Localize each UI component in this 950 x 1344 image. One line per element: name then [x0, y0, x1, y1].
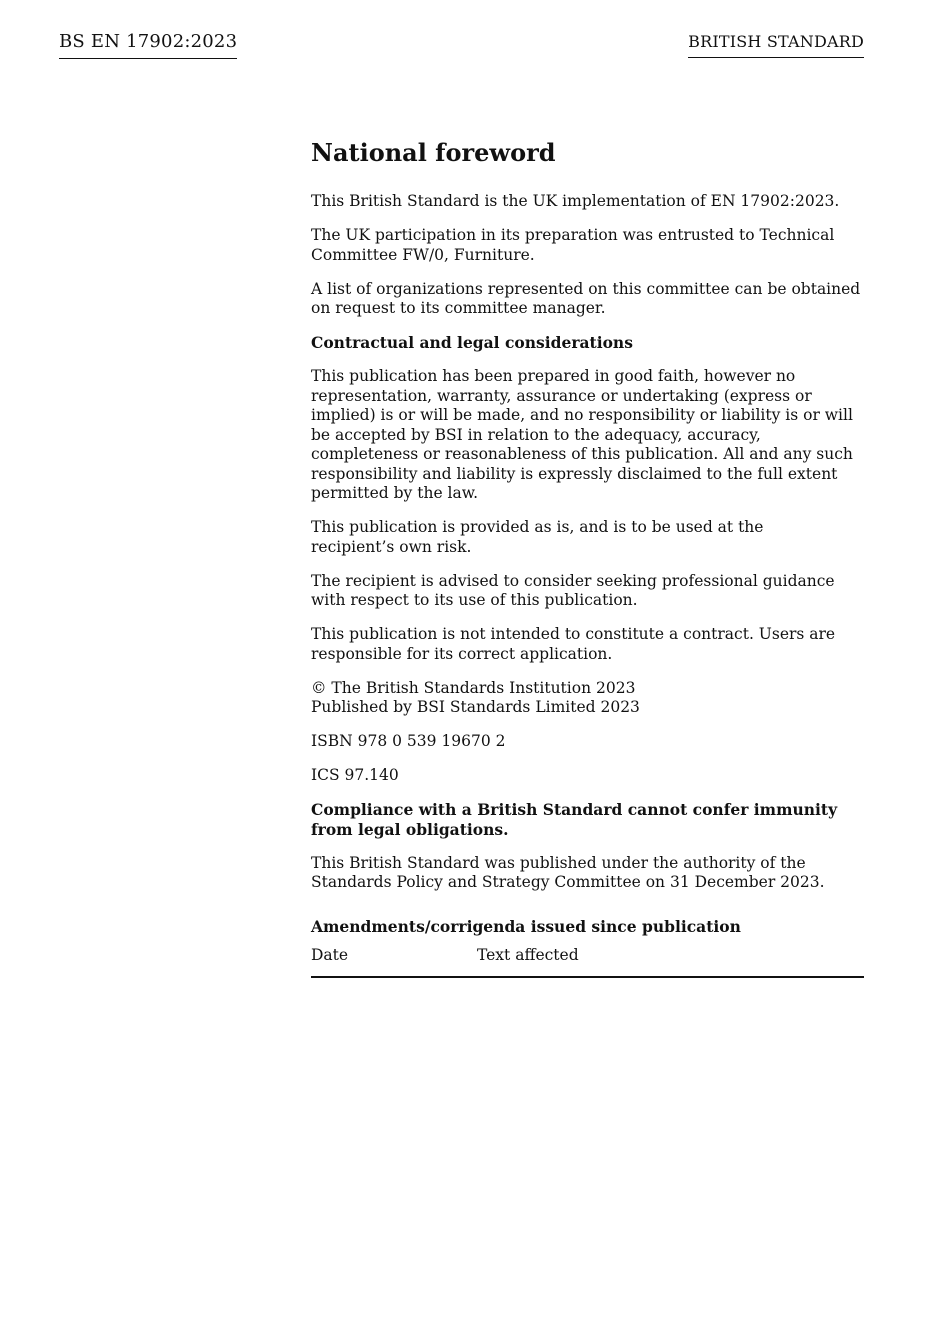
publisher-line: Published by BSI Standards Limited 2023 — [311, 698, 640, 716]
contractual-heading: Contractual and legal considerations — [311, 333, 633, 352]
implementation-paragraph: This British Standard is the UK implementation of EN 17902:2023. — [311, 192, 840, 210]
good-faith-paragraph: This publication has been prepared in good faith, however no representation, warranty, assurance or undertaking (express or implied) is or will be made, and no responsibility or liability is or will be accepted by BSI in relation to the adequacy, accuracy, completeness or reasonableness of this publication. All and any such responsibility and liability is expressly disclaimed to the full extent permitted by the law. — [311, 367, 853, 502]
compliance-statement: Compliance with a British Standard cannot confer immunity from legal obligations. — [311, 800, 838, 839]
amendments-table — [311, 946, 864, 978]
ics-line: ICS 97.140 — [311, 766, 399, 784]
authority-line-1: This British Standard was published under the authority of the — [311, 853, 806, 872]
amendments-header-row — [311, 946, 864, 977]
amendments-heading: Amendments/corrigenda issued since publication — [311, 916, 741, 936]
authority-paragraph — [311, 854, 864, 893]
copyright-block — [311, 679, 864, 718]
risk-line-2: recipient’s own risk. — [311, 537, 472, 556]
text-affected-column-header: Text affected — [477, 946, 864, 977]
page-title: National foreword — [311, 138, 556, 167]
standard-number-header: BS EN 17902:2023 — [59, 30, 237, 59]
committee-paragraph: The UK participation in its preparation was entrusted to Technical Committee FW/0, Furniture. — [311, 226, 835, 264]
date-column-header: Date — [311, 946, 477, 977]
organizations-paragraph: A list of organizations represented on this committee can be obtained on request to its committee manager. — [311, 279, 861, 317]
risk-line-1: This publication is provided as is, and is to be used at the — [311, 518, 764, 536]
authority-line-2: Standards Policy and Strategy Committee on 31 December 2023. — [311, 873, 825, 891]
contract-paragraph: This publication is not intended to constitute a contract. Users are responsible for its correct application. — [311, 625, 836, 663]
foreword-content — [311, 136, 864, 978]
isbn-line: ISBN 978 0 539 19670 2 — [311, 732, 506, 750]
standard-type-header: BRITISH STANDARD — [688, 31, 864, 58]
risk-paragraph — [311, 518, 864, 557]
guidance-paragraph: The recipient is advised to consider seeking professional guidance with respect to its use of this publication. — [311, 571, 835, 609]
copyright-line: © The British Standards Institution 2023 — [311, 678, 636, 697]
